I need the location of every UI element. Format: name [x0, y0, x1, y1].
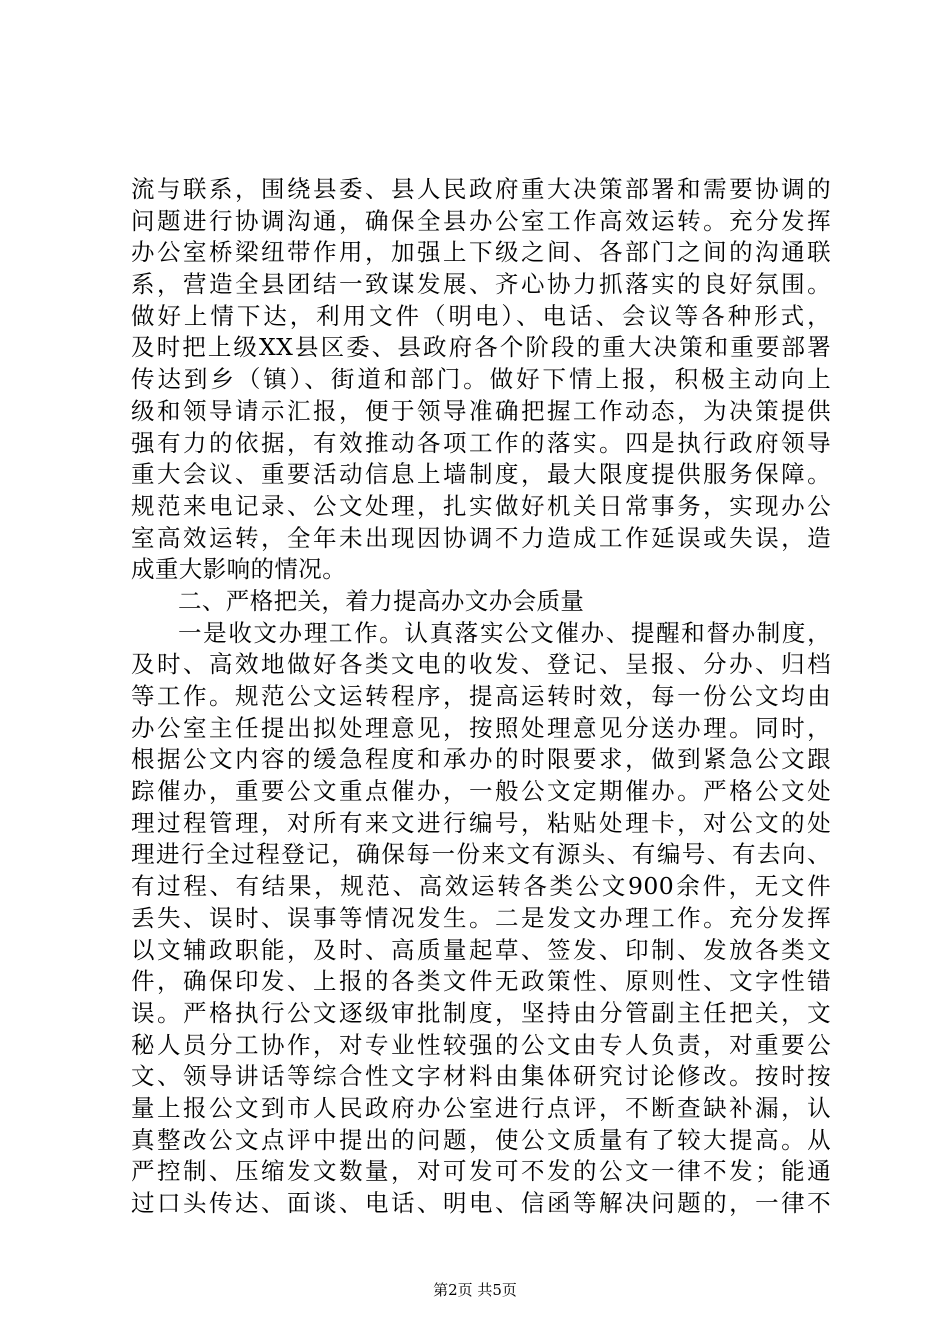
text-line: 误。严格执行公文逐级审批制度，坚持由分管副主任把关，文: [131, 998, 831, 1027]
text-line: 强有力的依据，有效推动各项工作的落实。四是执行政府领导: [131, 428, 831, 457]
section-heading: 二、严格把关，着力提高办文办会质量: [178, 586, 585, 615]
text-line: 做好上情下达，利用文件（明电）、电话、会议等各种形式，: [131, 301, 831, 330]
text-line: 室高效运转，全年未出现因协调不力造成工作延误或失误，造: [131, 523, 831, 552]
text-line: 一是收文办理工作。认真落实公文催办、提醒和督办制度，: [178, 618, 831, 647]
text-line: 丢失、误时、误事等情况发生。二是发文办理工作。充分发挥: [131, 903, 831, 932]
text-line: 秘人员分工协作，对专业性较强的公文由专人负责，对重要公: [131, 1030, 831, 1059]
text-line: 真整改公文点评中提出的问题，使公文质量有了较大提高。从: [131, 1125, 831, 1154]
document-body: [131, 174, 831, 1220]
page-number-footer: 第2页 共5页: [433, 1281, 517, 1299]
text-line: 级和领导请示汇报，便于领导准确把握工作动态，为决策提供: [131, 396, 831, 425]
text-line: 有过程、有结果，规范、高效运转各类公文900余件，无文件: [131, 872, 831, 901]
text-line: 问题进行协调沟通，确保全县办公室工作高效运转。充分发挥: [131, 206, 831, 235]
text-line: 及时把上级XX县区委、县政府各个阶段的重大决策和重要部署: [131, 333, 831, 362]
text-line: 文、领导讲话等综合性文字材料由集体研究讨论修改。按时按: [131, 1062, 831, 1091]
text-line: 流与联系，围绕县委、县人民政府重大决策部署和需要协调的: [131, 175, 831, 203]
text-line: 量上报公文到市人民政府办公室进行点评，不断查缺补漏，认: [131, 1093, 831, 1122]
text-line: 根据公文内容的缓急程度和承办的时限要求，做到紧急公文跟: [131, 745, 831, 774]
text-line: 成重大影响的情况。: [131, 555, 347, 584]
text-line: 理进行全过程登记，确保每一份来文有源头、有编号、有去向、: [131, 840, 831, 869]
text-line: 件，确保印发、上报的各类文件无政策性、原则性、文字性错: [131, 967, 831, 996]
text-line: 系，营造全县团结一致谋发展、齐心协力抓落实的良好氛围。: [131, 270, 831, 299]
text-line: 办公室主任提出拟处理意见，按照处理意见分送办理。同时，: [131, 713, 831, 742]
text-line: 及时、高效地做好各类文电的收发、登记、呈报、分办、归档: [131, 650, 831, 679]
text-line: 严控制、压缩发文数量，对可发可不发的公文一律不发；能通: [131, 1157, 831, 1186]
text-line: 传达到乡（镇）、街道和部门。做好下情上报，积极主动向上: [131, 365, 831, 394]
text-line: 踪催办，重要公文重点催办，一般公文定期催办。严格公文处: [131, 777, 831, 806]
text-line: 过口头传达、面谈、电话、明电、信函等解决问题的，一律不: [131, 1189, 831, 1217]
text-line: 理过程管理，对所有来文进行编号，粘贴处理卡，对公文的处: [131, 808, 831, 837]
text-line: 以文辅政职能，及时、高质量起草、签发、印制、发放各类文: [131, 935, 831, 964]
text-line: 办公室桥梁纽带作用，加强上下级之间、各部门之间的沟通联: [131, 238, 831, 267]
text-line: 等工作。规范公文运转程序，提高运转时效，每一份公文均由: [131, 682, 831, 710]
text-line: 重大会议、重要活动信息上墙制度，最大限度提供服务保障。: [131, 460, 831, 489]
text-line: 规范来电记录、公文处理，扎实做好机关日常事务，实现办公: [131, 491, 831, 520]
